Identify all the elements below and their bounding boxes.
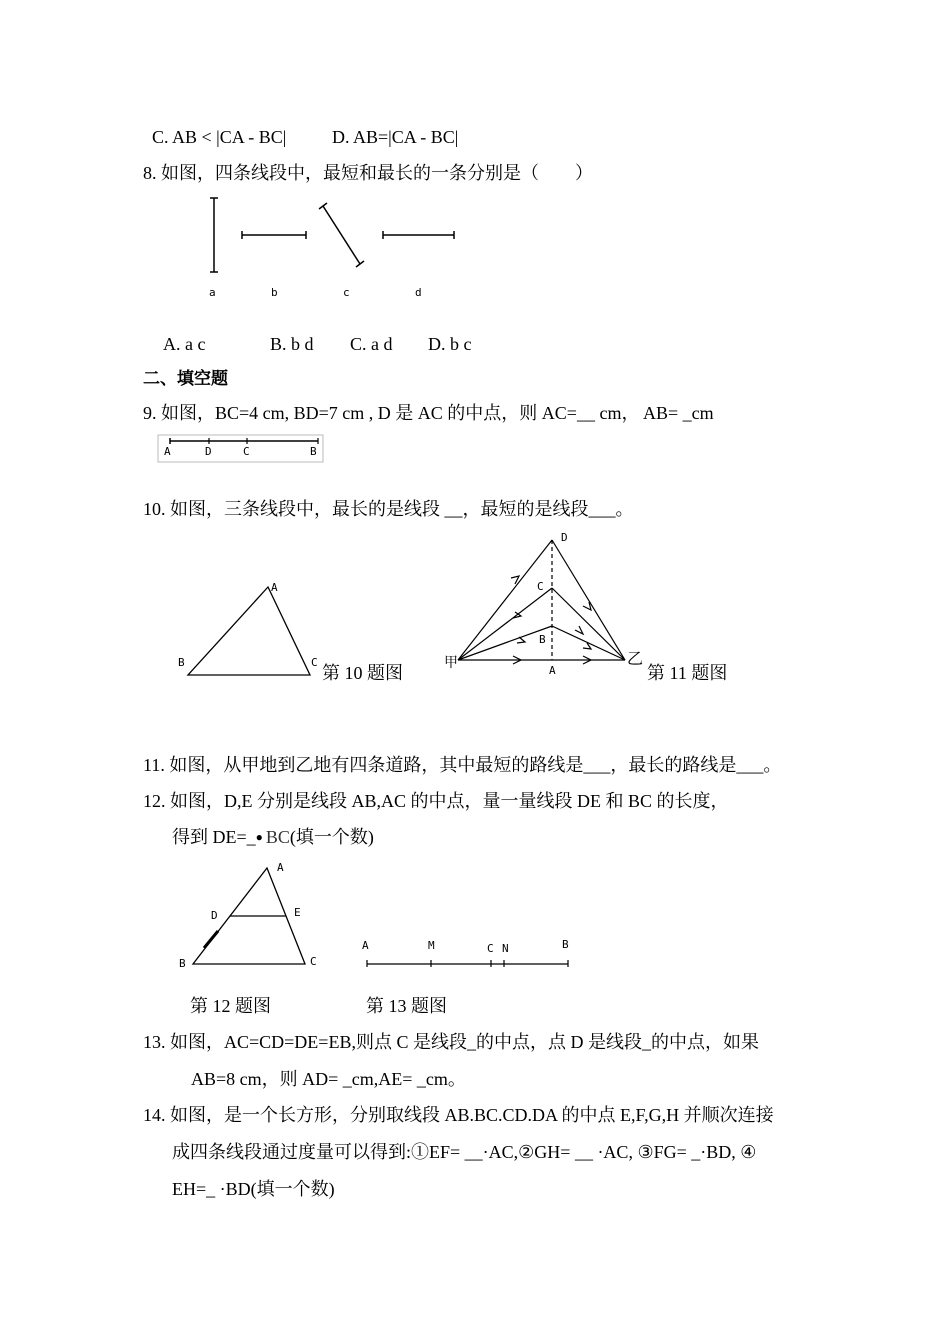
q8-option-c: C. a d xyxy=(350,334,393,354)
q8-option-b: B. b d xyxy=(270,334,314,354)
q12-vertex-e: E xyxy=(294,906,301,919)
q8-label-c: c xyxy=(343,286,350,299)
q8-option-a: A. a c xyxy=(163,334,206,354)
q9-point-d: D xyxy=(205,445,212,458)
q12-vertex-c: C xyxy=(310,955,317,968)
bullet-icon: ● xyxy=(255,830,263,844)
q8-stem: 8. 如图，四条线段中，最短和最长的一条分别是（ ） xyxy=(143,163,593,183)
q12-stem-2 xyxy=(172,826,374,848)
segment-c xyxy=(323,206,360,264)
q13-point-n: N xyxy=(502,942,509,955)
q14-stem-3: EH=_ ·BD(填一个数) xyxy=(172,1179,335,1199)
q12-stem: 12. 如图，D,E 分别是线段 AB,AC 的中点，量一量线段 DE 和 BC 的长度， xyxy=(143,791,729,811)
q8-figure xyxy=(200,196,460,276)
q13-point-m: M xyxy=(428,939,435,952)
q12-stem-2-pre: 得到 DE=_ xyxy=(172,827,256,847)
q11-start-jia: 甲 xyxy=(444,655,458,671)
q7-option-d: D. AB=|CA - BC| xyxy=(332,127,459,147)
q9-point-a: A xyxy=(164,445,171,458)
q9-stem: 9. 如图，BC=4 cm, BD=7 cm , D 是 AC 的中点，则 AC=__ cm， AB= _cm xyxy=(143,403,714,423)
q11-point-c: C xyxy=(537,580,544,593)
q13-point-c: C xyxy=(487,942,494,955)
q11-figure xyxy=(455,530,655,670)
section-title: 二、填空题 xyxy=(143,369,228,389)
q10-vertex-a: A xyxy=(271,581,278,594)
q11-point-d: D xyxy=(561,531,568,544)
q14-stem-2: 成四条线段通过度量可以得到:①EF= __·AC,②GH= __ ·AC, ③FG= _·BD, ④ xyxy=(172,1142,757,1162)
q8-label-a: a xyxy=(209,286,216,299)
q10-vertex-b: B xyxy=(178,656,185,669)
q8-label-b: b xyxy=(271,286,278,299)
q10-vertex-c: C xyxy=(311,656,318,669)
q8-label-d: d xyxy=(415,286,422,299)
q13-stem-2: AB=8 cm，则 AD= _cm,AE= _cm。 xyxy=(191,1069,466,1089)
q10-stem: 10. 如图，三条线段中，最长的是线段 __，最短的是线段___。 xyxy=(143,499,634,519)
q7-option-c: C. AB < |CA - BC| xyxy=(152,127,287,147)
q12-caption: 第 12 题图 xyxy=(190,996,271,1016)
q10-triangle xyxy=(185,580,325,680)
q13-caption: 第 13 题图 xyxy=(366,996,447,1016)
q13-point-a: A xyxy=(362,939,369,952)
q13-figure xyxy=(365,955,575,975)
q11-point-b: B xyxy=(539,633,546,646)
q14-stem: 14. 如图，是一个长方形，分别取线段 AB.BC.CD.DA 的中点 E,F,G,H 并顺次连接 xyxy=(143,1105,774,1125)
q11-caption: 第 11 题图 xyxy=(647,663,728,683)
q11-point-a: A xyxy=(549,664,556,677)
q9-point-b: B xyxy=(310,445,317,458)
q13-point-b: B xyxy=(562,938,569,951)
q11-end-yi: 乙 xyxy=(627,649,644,668)
q12-stem-2-post: (填一个数) xyxy=(289,827,374,847)
q8-option-d: D. b c xyxy=(428,334,472,354)
q10-caption: 第 10 题图 xyxy=(322,663,403,683)
q12-vertex-d: D xyxy=(211,909,218,922)
q12-bc: BC xyxy=(265,827,290,847)
q12-vertex-b: B xyxy=(179,957,186,970)
q11-stem: 11. 如图，从甲地到乙地有四条道路，其中最短的路线是___，最长的路线是___。 xyxy=(143,755,782,775)
q9-point-c: C xyxy=(243,445,250,458)
q13-stem: 13. 如图，AC=CD=DE=EB,则点 C 是线段_的中点，点 D 是线段_的中点，如果 xyxy=(143,1032,759,1052)
q12-vertex-a: A xyxy=(277,861,284,874)
